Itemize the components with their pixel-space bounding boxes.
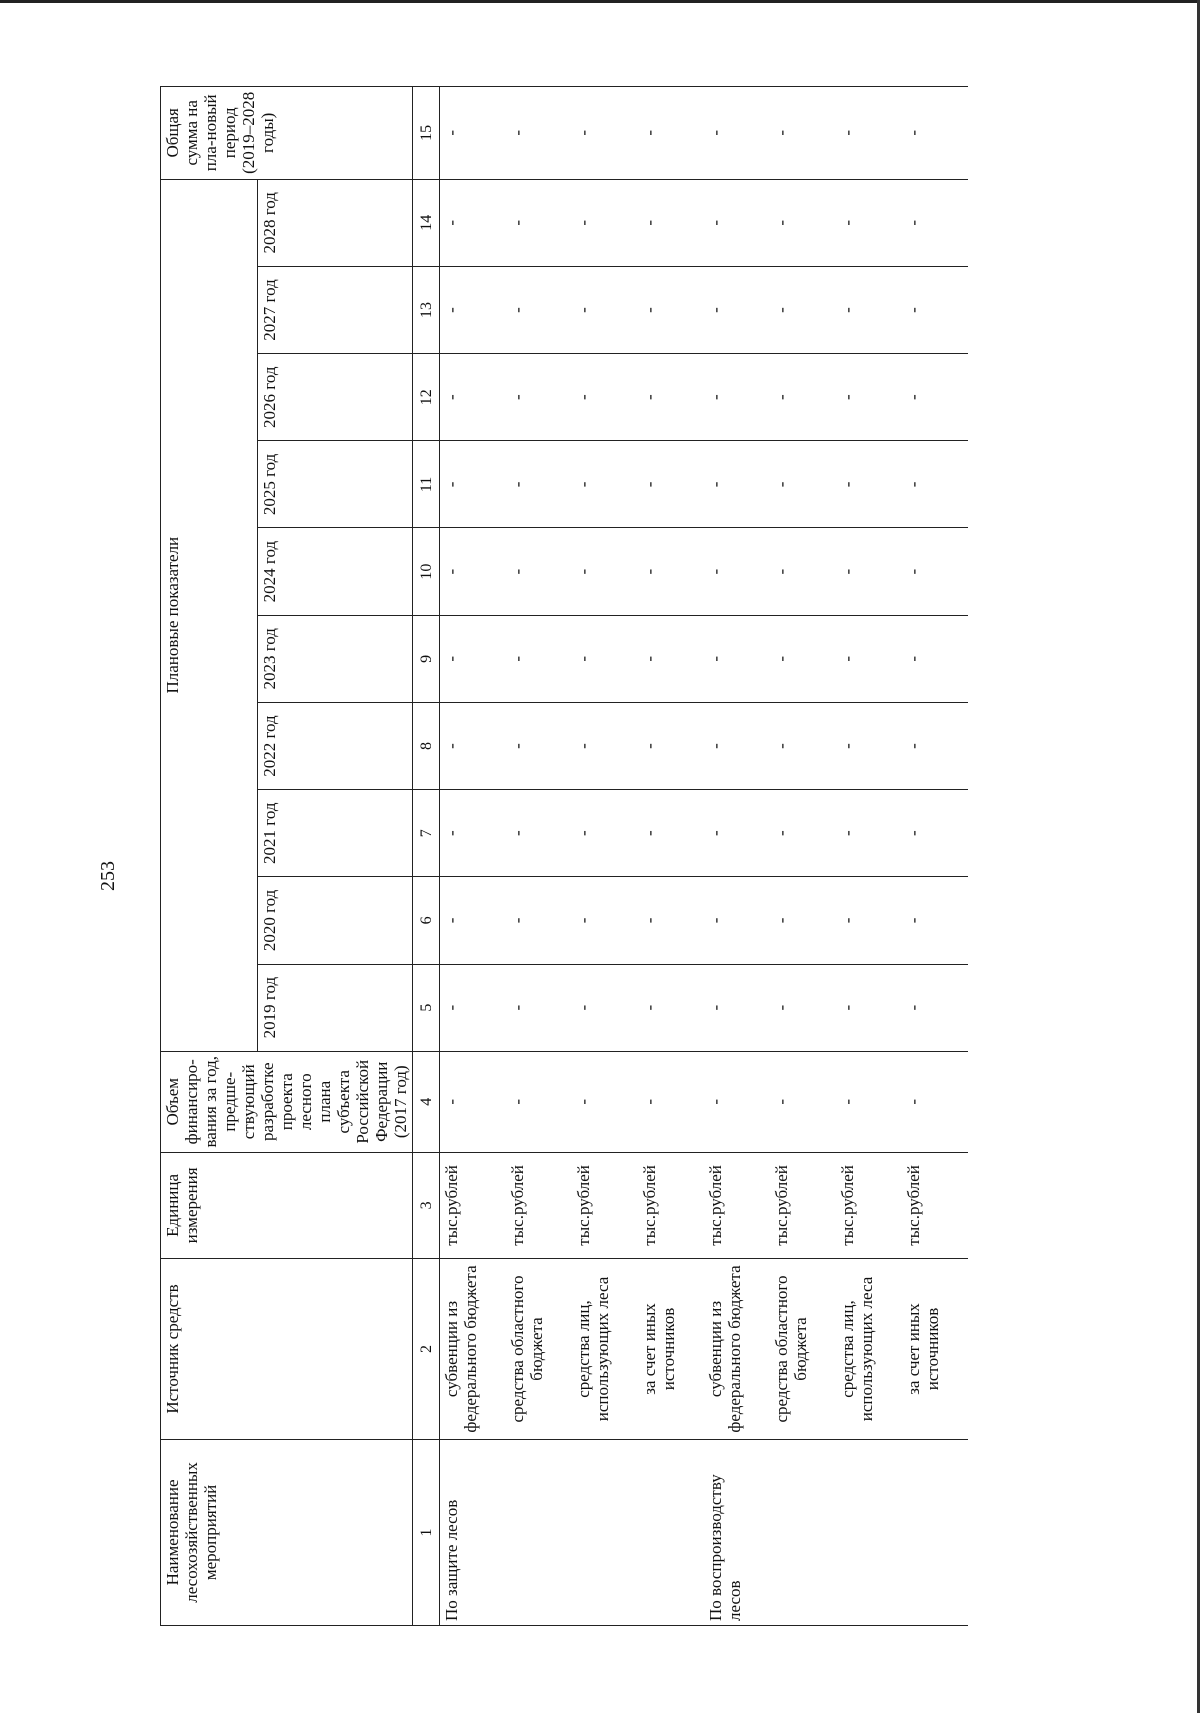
header-unit: Единица измерения bbox=[161, 1152, 413, 1258]
header-year: 2019 год bbox=[258, 964, 413, 1051]
source-cell: средства областного бюджета bbox=[770, 1259, 836, 1440]
table-row bbox=[440, 87, 507, 1626]
value-cell: - bbox=[506, 266, 572, 353]
value-cell: - bbox=[704, 179, 770, 266]
value-cell: - bbox=[572, 877, 638, 964]
value-cell: - bbox=[506, 615, 572, 702]
column-number: 9 bbox=[413, 615, 440, 702]
column-number: 14 bbox=[413, 179, 440, 266]
value-cell: - bbox=[572, 266, 638, 353]
table-row bbox=[770, 87, 836, 1626]
value-cell: - bbox=[638, 179, 704, 266]
value-cell: - bbox=[506, 87, 572, 180]
header-year: 2026 год bbox=[258, 354, 413, 441]
value-cell: - bbox=[902, 790, 968, 877]
value-cell: - bbox=[638, 87, 704, 180]
value-cell: - bbox=[836, 87, 902, 180]
value-cell: - bbox=[638, 354, 704, 441]
activity-cell bbox=[770, 1439, 836, 1625]
value-cell: - bbox=[638, 615, 704, 702]
source-cell: субвенции из федерального бюджета bbox=[440, 1259, 507, 1440]
column-number: 13 bbox=[413, 266, 440, 353]
value-cell: - bbox=[572, 354, 638, 441]
header-year: 2021 год bbox=[258, 790, 413, 877]
value-cell: - bbox=[440, 877, 507, 964]
header-volume: Объем финансиро-вания за год, предше-ствующий разработке проекта лесного плана субъекта Российской Федерации (2017 год) bbox=[161, 1051, 413, 1152]
source-cell: средства лиц, использующих леса bbox=[572, 1259, 638, 1440]
table-row bbox=[836, 87, 902, 1626]
column-number: 10 bbox=[413, 528, 440, 615]
value-cell: - bbox=[506, 179, 572, 266]
value-cell: - bbox=[770, 1051, 836, 1152]
column-number: 12 bbox=[413, 354, 440, 441]
value-cell: - bbox=[836, 266, 902, 353]
value-cell: - bbox=[836, 790, 902, 877]
column-number: 2 bbox=[413, 1259, 440, 1440]
value-cell: - bbox=[440, 441, 507, 528]
value-cell: - bbox=[440, 790, 507, 877]
value-cell: - bbox=[704, 528, 770, 615]
header-source: Источник средств bbox=[161, 1259, 413, 1440]
table-row bbox=[572, 87, 638, 1626]
column-number: 8 bbox=[413, 702, 440, 789]
value-cell: - bbox=[704, 615, 770, 702]
value-cell: - bbox=[836, 877, 902, 964]
header-activity: Наименование лесохозяйственных мероприятий bbox=[161, 1439, 413, 1625]
activity-cell bbox=[638, 1439, 704, 1625]
column-number: 6 bbox=[413, 877, 440, 964]
column-number: 15 bbox=[413, 87, 440, 180]
value-cell: - bbox=[770, 790, 836, 877]
value-cell: - bbox=[704, 790, 770, 877]
value-cell: - bbox=[440, 87, 507, 180]
column-number: 4 bbox=[413, 1051, 440, 1152]
value-cell: - bbox=[440, 702, 507, 789]
value-cell: - bbox=[836, 1051, 902, 1152]
value-cell: - bbox=[572, 528, 638, 615]
value-cell: - bbox=[506, 354, 572, 441]
value-cell: - bbox=[902, 1051, 968, 1152]
value-cell: - bbox=[704, 877, 770, 964]
value-cell: - bbox=[770, 266, 836, 353]
value-cell: - bbox=[440, 1051, 507, 1152]
value-cell: - bbox=[902, 441, 968, 528]
value-cell: - bbox=[902, 702, 968, 789]
value-cell: - bbox=[506, 964, 572, 1051]
unit-cell: тыс.рублей bbox=[704, 1152, 770, 1258]
financing-table bbox=[160, 86, 968, 1626]
value-cell: - bbox=[902, 87, 968, 180]
value-cell: - bbox=[440, 528, 507, 615]
value-cell: - bbox=[506, 790, 572, 877]
activity-cell: По защите лесов bbox=[440, 1439, 507, 1625]
value-cell: - bbox=[902, 354, 968, 441]
value-cell: - bbox=[902, 179, 968, 266]
value-cell: - bbox=[572, 441, 638, 528]
value-cell: - bbox=[770, 87, 836, 180]
value-cell: - bbox=[770, 179, 836, 266]
value-cell: - bbox=[902, 877, 968, 964]
activity-cell bbox=[902, 1439, 968, 1625]
source-cell: субвенции из федерального бюджета bbox=[704, 1259, 770, 1440]
value-cell: - bbox=[836, 964, 902, 1051]
value-cell: - bbox=[770, 964, 836, 1051]
value-cell: - bbox=[440, 354, 507, 441]
value-cell: - bbox=[704, 1051, 770, 1152]
unit-cell: тыс.рублей bbox=[572, 1152, 638, 1258]
value-cell: - bbox=[902, 266, 968, 353]
value-cell: - bbox=[836, 441, 902, 528]
unit-cell: тыс.рублей bbox=[638, 1152, 704, 1258]
unit-cell: тыс.рублей bbox=[902, 1152, 968, 1258]
value-cell: - bbox=[770, 441, 836, 528]
value-cell: - bbox=[902, 528, 968, 615]
value-cell: - bbox=[836, 528, 902, 615]
unit-cell: тыс.рублей bbox=[770, 1152, 836, 1258]
activity-cell bbox=[506, 1439, 572, 1625]
value-cell: - bbox=[704, 702, 770, 789]
value-cell: - bbox=[638, 528, 704, 615]
header-planned: Плановые показатели bbox=[161, 179, 258, 1051]
value-cell: - bbox=[506, 528, 572, 615]
value-cell: - bbox=[638, 1051, 704, 1152]
table-row bbox=[638, 87, 704, 1626]
value-cell: - bbox=[572, 964, 638, 1051]
unit-cell: тыс.рублей bbox=[836, 1152, 902, 1258]
value-cell: - bbox=[572, 790, 638, 877]
column-number: 11 bbox=[413, 441, 440, 528]
header-year: 2020 год bbox=[258, 877, 413, 964]
value-cell: - bbox=[638, 266, 704, 353]
column-number: 7 bbox=[413, 790, 440, 877]
value-cell: - bbox=[572, 179, 638, 266]
value-cell: - bbox=[572, 1051, 638, 1152]
value-cell: - bbox=[836, 354, 902, 441]
column-number: 5 bbox=[413, 964, 440, 1051]
header-year: 2027 год bbox=[258, 266, 413, 353]
activity-cell bbox=[836, 1439, 902, 1625]
unit-cell: тыс.рублей bbox=[506, 1152, 572, 1258]
table-row bbox=[902, 87, 968, 1626]
value-cell: - bbox=[836, 702, 902, 789]
value-cell: - bbox=[638, 877, 704, 964]
value-cell: - bbox=[836, 179, 902, 266]
unit-cell: тыс.рублей bbox=[440, 1152, 507, 1258]
header-year: 2024 год bbox=[258, 528, 413, 615]
table-row bbox=[506, 87, 572, 1626]
value-cell: - bbox=[440, 179, 507, 266]
column-number: 3 bbox=[413, 1152, 440, 1258]
value-cell: - bbox=[506, 1051, 572, 1152]
value-cell: - bbox=[638, 790, 704, 877]
value-cell: - bbox=[704, 441, 770, 528]
value-cell: - bbox=[704, 964, 770, 1051]
value-cell: - bbox=[506, 877, 572, 964]
activity-cell: По воспроизводству лесов bbox=[704, 1439, 770, 1625]
rotated-table-wrapper bbox=[160, 86, 1045, 1626]
value-cell: - bbox=[572, 615, 638, 702]
source-cell: за счет иных источников bbox=[638, 1259, 704, 1440]
value-cell: - bbox=[902, 615, 968, 702]
value-cell: - bbox=[704, 354, 770, 441]
value-cell: - bbox=[638, 964, 704, 1051]
value-cell: - bbox=[638, 702, 704, 789]
value-cell: - bbox=[440, 964, 507, 1051]
value-cell: - bbox=[704, 87, 770, 180]
value-cell: - bbox=[836, 615, 902, 702]
header-year: 2022 год bbox=[258, 702, 413, 789]
value-cell: - bbox=[638, 441, 704, 528]
activity-cell bbox=[572, 1439, 638, 1625]
table-row bbox=[704, 87, 770, 1626]
header-year: 2025 год bbox=[258, 441, 413, 528]
value-cell: - bbox=[572, 87, 638, 180]
source-cell: за счет иных источников bbox=[902, 1259, 968, 1440]
value-cell: - bbox=[506, 702, 572, 789]
value-cell: - bbox=[440, 615, 507, 702]
column-number: 1 bbox=[413, 1439, 440, 1625]
scan-edge-top bbox=[0, 0, 1200, 3]
value-cell: - bbox=[770, 354, 836, 441]
header-year: 2028 год bbox=[258, 179, 413, 266]
value-cell: - bbox=[440, 266, 507, 353]
source-cell: средства лиц, использующих леса bbox=[836, 1259, 902, 1440]
header-total: Общая сумма на пла-новый период (2019–2028 годы) bbox=[161, 87, 413, 180]
value-cell: - bbox=[770, 528, 836, 615]
value-cell: - bbox=[770, 877, 836, 964]
value-cell: - bbox=[770, 702, 836, 789]
value-cell: - bbox=[770, 615, 836, 702]
value-cell: - bbox=[506, 441, 572, 528]
value-cell: - bbox=[704, 266, 770, 353]
value-cell: - bbox=[902, 964, 968, 1051]
page-number: 253 bbox=[97, 861, 119, 891]
source-cell: средства областного бюджета bbox=[506, 1259, 572, 1440]
header-year: 2023 год bbox=[258, 615, 413, 702]
value-cell: - bbox=[572, 702, 638, 789]
